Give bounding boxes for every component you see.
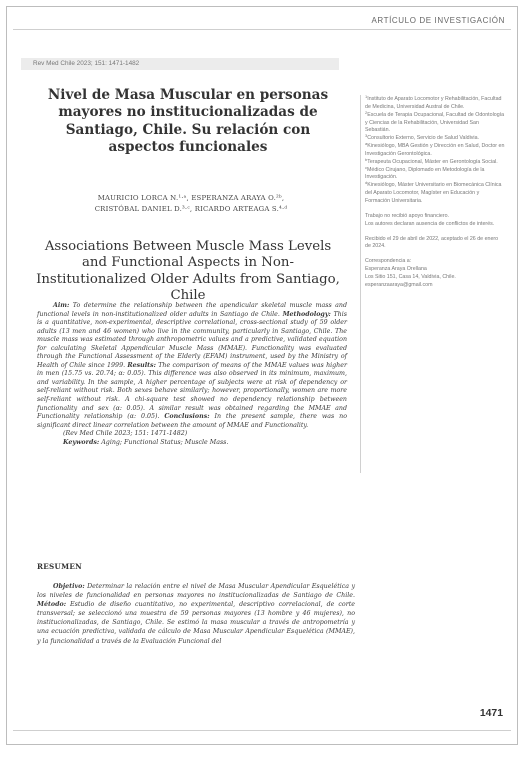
metodo-text: Estudio de diseño cuantitativo, no experimental, descriptivo correlacional, de corte transversal; se seleccionó una muestra de 59 personas mayores (13 hombre y 46 mujeres), no institucionalizadas, de Santiago, Chile. Se estimó la masa muscular a través de antropometría y una ecuación predictiva, validada de cálculo de Masa Muscular Apendicular Esquelética (MMAE), y la funcionalidad a través de la Evaluación Funcional del <box>37 601 355 645</box>
affiliation-item <box>365 135 505 143</box>
affiliation-text: Consultorio Externo, Servicio de Salud Valdivia. <box>367 135 480 142</box>
author-list <box>45 193 337 214</box>
affiliation-text: Terapeuta Ocupacional, Máster en Gerontología Social. <box>367 158 498 165</box>
affiliation-mark: 3 <box>365 133 368 139</box>
methodology-text: This is a quantitative, non-experimental, descriptive correlational, cross-sectional study of 59 older adults (13 men and 46 women) who live in the community, particularly in Santiago, Chile. The muscle mass was estimated through anthropometric values and a predictive, validated equation for calculating Skeletal Appendicular Muscle Mass (MMAE). Functionality was evaluated through the Functional Assessment of the Elderly (EFAM) instrument, used by the Ministry of Health of Chile since 1999. <box>37 310 347 369</box>
author-line-1: MAURICIO LORCA N.¹·ᵃ, ESPERANZA ARAYA O.²ᵇ, <box>97 194 285 202</box>
header-rule <box>13 29 511 30</box>
affiliation-text: Instituto de Aparato Locomotor y Rehabilitación, Facultad de Medicina, Universidad Austral de Chile. <box>365 96 502 110</box>
keywords-text: Aging; Functional Status; Muscle Mass. <box>101 438 229 446</box>
resumen-heading: RESUMEN <box>37 562 83 571</box>
resumen-body <box>37 582 355 646</box>
author-line-2: CRISTÓBAL DANIEL D.³·ᶜ, RICARDO ARTEAGA S.⁴·ᵈ <box>94 204 288 213</box>
spacer <box>365 229 505 236</box>
affiliation-item <box>365 143 505 159</box>
sidebar-divider <box>360 95 361 473</box>
correspondence-email: esperanzaaraya@gmail.com <box>365 281 433 288</box>
objetivo-label: Objetivo: <box>53 583 85 590</box>
received-dates: Recibido el 29 de abril de 2022, aceptado el 26 de enero de 2024. <box>365 235 499 250</box>
affiliations-sidebar <box>365 96 505 290</box>
methodology-label: Methodology: <box>282 310 331 318</box>
affiliation-text: Escuela de Terapia Ocupacional, Facultad de Odontología y Ciencias de la Rehabilitación, Universidad San Sebastián. <box>365 111 505 134</box>
correspondence-address: Los Sitio 151, Casa 14, Valdivia, Chile. <box>365 273 456 280</box>
journal-page <box>6 6 518 745</box>
results-label: Results: <box>127 361 156 369</box>
spanish-title: Nivel de Masa Muscular en personas mayores no institucionalizadas de Santiago, Chile. Su relación con aspectos funcionales <box>47 87 329 156</box>
journal-reference-text: Rev Med Chile 2023; 151: 1471-1482 <box>33 60 140 67</box>
funding-statement: Trabajo no recibió apoyo financiero. <box>365 212 450 219</box>
spacer <box>365 206 505 213</box>
english-title: Associations Between Muscle Mass Levels and Functional Aspects in Non-Institutionalized Older Adults from Santiago, Chile <box>36 239 340 304</box>
affiliation-item <box>365 182 505 206</box>
conclusions-label: Conclusions: <box>164 413 210 421</box>
abstract-citation: (Rev Med Chile 2023; 151: 1471-1482) <box>63 430 188 438</box>
spanish-abstract <box>37 582 355 646</box>
affiliation-mark: b <box>365 156 368 162</box>
metodo-label: Método: <box>37 601 67 609</box>
affiliation-text: Médico Cirujano, Diplomado en Metodología de la Investigación. <box>365 166 485 181</box>
results-text: The comparison of means of the MMAE values was higher in men (15.75 vs. 20.74; α: 0.05). This difference was also observed in its minimum, maximum, and variability. In the sample, A higher percentage of subjects were at risk of dependency or self-reliant without risk. Both sexes behave similarly; however, proportionally, women are more self-reliant without risk. A chi-square test showed no dependency relationship between functionality and sex (α: 0.05). A similar result was obtained regarding the MMAE and Functionality relationship (α: 0.05). <box>37 361 347 421</box>
affiliation-text: Kinesiólogo, MBA Gestión y Dirección en Salud, Doctor en Investigación Gerontológica. <box>365 143 505 157</box>
affiliation-item <box>365 96 505 112</box>
aim-text: To determine the relationship between the apendicular skeletal muscle mass and functional levels in non-institutionalized older adults in Santiago de Chile. <box>37 302 347 318</box>
affiliation-mark: d <box>365 180 368 186</box>
correspondence-name: Esperanza Araya Orellana <box>365 266 427 273</box>
section-label: ARTÍCULO DE INVESTIGACIÓN <box>371 16 505 25</box>
affiliation-item <box>365 164 505 186</box>
abstract-body <box>37 302 347 430</box>
page-number: 1471 <box>479 708 503 719</box>
journal-reference <box>21 58 339 70</box>
spacer <box>365 251 505 258</box>
footer-rule <box>13 730 511 731</box>
affiliation-mark: c <box>365 164 367 170</box>
keywords <box>37 439 347 448</box>
keywords-label: Keywords: <box>63 438 100 446</box>
correspondence-label: Correspondencia a: <box>365 258 412 265</box>
aim-label: Aim: <box>53 302 70 309</box>
objetivo-text: Determinar la relación entre el nivel de Masa Muscular Apendicular Esquelética y los niveles de funcionalidad en personas mayores no institucionalizadas de Santiago de Chile. <box>37 583 355 600</box>
affiliation-mark: 1 <box>365 94 368 99</box>
english-abstract <box>37 302 347 447</box>
affiliation-item <box>365 156 505 167</box>
affiliation-mark: 2 <box>365 109 368 115</box>
conclusions-text: In the present sample, there was no significant direct linear correlation between the amount of MMAE and Functionality. <box>37 413 347 429</box>
affiliation-mark: a <box>365 141 368 147</box>
affiliation-text: Kinesiólogo, Máster Universitario en Biomecánica Clínica del Aparato Locomotor, Magíster en Educación y Formación Universitaria. <box>365 182 502 204</box>
conflict-statement: Los autores declaran ausencia de conflictos de interés. <box>365 220 495 227</box>
